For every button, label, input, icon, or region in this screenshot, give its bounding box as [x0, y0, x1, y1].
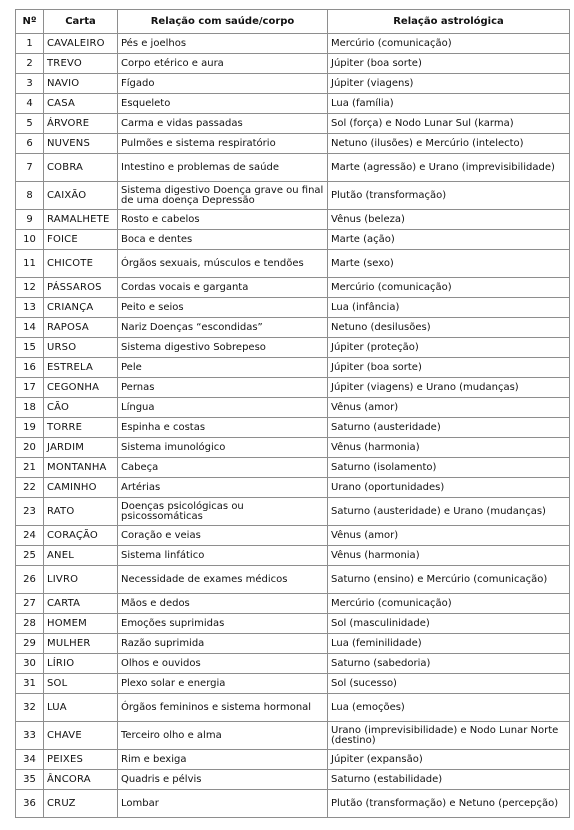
- row-card-name: CÃO: [44, 398, 118, 418]
- row-card-name: ANEL: [44, 546, 118, 566]
- row-card-name: NAVIO: [44, 74, 118, 94]
- row-health-relation: Esqueleto: [118, 94, 328, 114]
- row-card-name: RAMALHETE: [44, 210, 118, 230]
- row-astrological-relation: Urano (oportunidades): [328, 478, 570, 498]
- row-card-name: SOL: [44, 674, 118, 694]
- row-health-relation: Boca e dentes: [118, 230, 328, 250]
- table-row: [16, 674, 570, 694]
- row-number: 1: [16, 34, 44, 54]
- table-row: [16, 358, 570, 378]
- table-row: [16, 378, 570, 398]
- header-astrology: Relação astrológica: [328, 10, 570, 34]
- row-astrological-relation: Marte (agressão) e Urano (imprevisibilidade): [328, 154, 570, 182]
- table-row: [16, 526, 570, 546]
- row-card-name: URSO: [44, 338, 118, 358]
- row-card-name: ESTRELA: [44, 358, 118, 378]
- row-number: 28: [16, 614, 44, 634]
- row-astrological-relation: Júpiter (viagens): [328, 74, 570, 94]
- row-health-relation: Rim e bexiga: [118, 750, 328, 770]
- row-astrological-relation: Urano (imprevisibilidade) e Nodo Lunar Norte (destino): [328, 722, 570, 750]
- row-card-name: CAIXÃO: [44, 182, 118, 210]
- table-row: [16, 114, 570, 134]
- row-astrological-relation: Vênus (beleza): [328, 210, 570, 230]
- row-number: 18: [16, 398, 44, 418]
- table-row: [16, 230, 570, 250]
- row-astrological-relation: Sol (sucesso): [328, 674, 570, 694]
- row-health-relation: Fígado: [118, 74, 328, 94]
- row-number: 27: [16, 594, 44, 614]
- row-health-relation: Pés e joelhos: [118, 34, 328, 54]
- row-number: 4: [16, 94, 44, 114]
- row-card-name: CRUZ: [44, 790, 118, 818]
- row-number: 25: [16, 546, 44, 566]
- row-health-relation: Olhos e ouvidos: [118, 654, 328, 674]
- row-card-name: MULHER: [44, 634, 118, 654]
- table-row: [16, 594, 570, 614]
- table-row: [16, 790, 570, 818]
- row-astrological-relation: Lua (emoções): [328, 694, 570, 722]
- row-health-relation: Carma e vidas passadas: [118, 114, 328, 134]
- row-astrological-relation: Marte (sexo): [328, 250, 570, 278]
- row-number: 22: [16, 478, 44, 498]
- row-astrological-relation: Vênus (harmonia): [328, 546, 570, 566]
- row-astrological-relation: Lua (família): [328, 94, 570, 114]
- table-row: [16, 182, 570, 210]
- table-row: [16, 94, 570, 114]
- row-astrological-relation: Lua (infância): [328, 298, 570, 318]
- row-health-relation: Necessidade de exames médicos: [118, 566, 328, 594]
- row-number: 21: [16, 458, 44, 478]
- row-astrological-relation: Vênus (amor): [328, 398, 570, 418]
- table-row: [16, 498, 570, 526]
- row-number: 24: [16, 526, 44, 546]
- row-astrological-relation: Sol (masculinidade): [328, 614, 570, 634]
- row-health-relation: Órgãos femininos e sistema hormonal: [118, 694, 328, 722]
- row-number: 29: [16, 634, 44, 654]
- row-astrological-relation: Vênus (harmonia): [328, 438, 570, 458]
- row-number: 10: [16, 230, 44, 250]
- row-number: 23: [16, 498, 44, 526]
- table-row: [16, 438, 570, 458]
- row-astrological-relation: Júpiter (proteção): [328, 338, 570, 358]
- row-card-name: COBRA: [44, 154, 118, 182]
- row-health-relation: Pernas: [118, 378, 328, 398]
- row-number: 5: [16, 114, 44, 134]
- row-health-relation: Rosto e cabelos: [118, 210, 328, 230]
- table-row: [16, 694, 570, 722]
- row-number: 8: [16, 182, 44, 210]
- row-card-name: CHICOTE: [44, 250, 118, 278]
- row-astrological-relation: Plutão (transformação) e Netuno (percepção): [328, 790, 570, 818]
- row-astrological-relation: Mercúrio (comunicação): [328, 278, 570, 298]
- table-row: [16, 250, 570, 278]
- row-astrological-relation: Vênus (amor): [328, 526, 570, 546]
- row-card-name: CHAVE: [44, 722, 118, 750]
- row-number: 32: [16, 694, 44, 722]
- table-row: [16, 74, 570, 94]
- row-health-relation: Sistema imunológico: [118, 438, 328, 458]
- table-row: [16, 418, 570, 438]
- row-health-relation: Sistema digestivo Sobrepeso: [118, 338, 328, 358]
- row-number: 13: [16, 298, 44, 318]
- row-card-name: ÂNCORA: [44, 770, 118, 790]
- row-health-relation: Espinha e costas: [118, 418, 328, 438]
- table-row: [16, 546, 570, 566]
- row-astrological-relation: Júpiter (expansão): [328, 750, 570, 770]
- row-health-relation: Língua: [118, 398, 328, 418]
- row-astrological-relation: Netuno (ilusões) e Mercúrio (intelecto): [328, 134, 570, 154]
- row-number: 9: [16, 210, 44, 230]
- row-astrological-relation: Júpiter (viagens) e Urano (mudanças): [328, 378, 570, 398]
- row-astrological-relation: Júpiter (boa sorte): [328, 358, 570, 378]
- row-health-relation: Cabeça: [118, 458, 328, 478]
- table-row: [16, 298, 570, 318]
- row-number: 20: [16, 438, 44, 458]
- row-health-relation: Pulmões e sistema respiratório: [118, 134, 328, 154]
- row-number: 34: [16, 750, 44, 770]
- row-astrological-relation: Saturno (estabilidade): [328, 770, 570, 790]
- row-health-relation: Sistema linfático: [118, 546, 328, 566]
- row-card-name: JARDIM: [44, 438, 118, 458]
- table-row: [16, 34, 570, 54]
- row-astrological-relation: Mercúrio (comunicação): [328, 594, 570, 614]
- header-row: [16, 10, 570, 34]
- row-health-relation: Órgãos sexuais, músculos e tendões: [118, 250, 328, 278]
- row-health-relation: Mãos e dedos: [118, 594, 328, 614]
- row-astrological-relation: Júpiter (boa sorte): [328, 54, 570, 74]
- row-health-relation: Coração e veias: [118, 526, 328, 546]
- row-card-name: FOICE: [44, 230, 118, 250]
- row-card-name: CRIANÇA: [44, 298, 118, 318]
- row-number: 17: [16, 378, 44, 398]
- row-astrological-relation: Lua (feminilidade): [328, 634, 570, 654]
- row-card-name: TREVO: [44, 54, 118, 74]
- table-row: [16, 654, 570, 674]
- row-card-name: RAPOSA: [44, 318, 118, 338]
- row-health-relation: Doenças psicológicas ou psicossomáticas: [118, 498, 328, 526]
- cards-table: [15, 9, 570, 818]
- row-card-name: PEIXES: [44, 750, 118, 770]
- row-number: 35: [16, 770, 44, 790]
- row-astrological-relation: Saturno (sabedoria): [328, 654, 570, 674]
- row-number: 12: [16, 278, 44, 298]
- row-health-relation: Peito e seios: [118, 298, 328, 318]
- table-row: [16, 278, 570, 298]
- row-number: 16: [16, 358, 44, 378]
- table-row: [16, 338, 570, 358]
- row-health-relation: Razão suprimida: [118, 634, 328, 654]
- row-health-relation: Pele: [118, 358, 328, 378]
- row-health-relation: Sistema digestivo Doença grave ou final de uma doença Depressão: [118, 182, 328, 210]
- row-number: 33: [16, 722, 44, 750]
- row-number: 26: [16, 566, 44, 594]
- row-health-relation: Emoções suprimidas: [118, 614, 328, 634]
- row-card-name: MONTANHA: [44, 458, 118, 478]
- row-card-name: CAMINHO: [44, 478, 118, 498]
- row-number: 2: [16, 54, 44, 74]
- row-health-relation: Cordas vocais e garganta: [118, 278, 328, 298]
- table-row: [16, 478, 570, 498]
- table-row: [16, 722, 570, 750]
- row-health-relation: Terceiro olho e alma: [118, 722, 328, 750]
- row-card-name: CAVALEIRO: [44, 34, 118, 54]
- header-card: Carta: [44, 10, 118, 34]
- row-card-name: CARTA: [44, 594, 118, 614]
- table-row: [16, 634, 570, 654]
- row-astrological-relation: Saturno (ensino) e Mercúrio (comunicação): [328, 566, 570, 594]
- row-number: 15: [16, 338, 44, 358]
- table-row: [16, 54, 570, 74]
- row-number: 19: [16, 418, 44, 438]
- row-card-name: RATO: [44, 498, 118, 526]
- table-body: [16, 34, 570, 818]
- row-astrological-relation: Marte (ação): [328, 230, 570, 250]
- header-health: Relação com saúde/corpo: [118, 10, 328, 34]
- header-number: Nº: [16, 10, 44, 34]
- row-astrological-relation: Netuno (desilusões): [328, 318, 570, 338]
- row-card-name: CEGONHA: [44, 378, 118, 398]
- table-row: [16, 154, 570, 182]
- row-card-name: CASA: [44, 94, 118, 114]
- row-astrological-relation: Sol (força) e Nodo Lunar Sul (karma): [328, 114, 570, 134]
- row-number: 7: [16, 154, 44, 182]
- row-number: 3: [16, 74, 44, 94]
- table-header: [16, 10, 570, 34]
- table-row: [16, 614, 570, 634]
- row-number: 31: [16, 674, 44, 694]
- table-row: [16, 398, 570, 418]
- table-row: [16, 750, 570, 770]
- table-row: [16, 210, 570, 230]
- table-row: [16, 770, 570, 790]
- table-row: [16, 458, 570, 478]
- row-health-relation: Artérias: [118, 478, 328, 498]
- row-card-name: TORRE: [44, 418, 118, 438]
- row-health-relation: Corpo etérico e aura: [118, 54, 328, 74]
- table-row: [16, 134, 570, 154]
- row-card-name: NUVENS: [44, 134, 118, 154]
- row-health-relation: Plexo solar e energia: [118, 674, 328, 694]
- row-number: 6: [16, 134, 44, 154]
- row-number: 36: [16, 790, 44, 818]
- row-number: 11: [16, 250, 44, 278]
- row-card-name: LUA: [44, 694, 118, 722]
- row-number: 30: [16, 654, 44, 674]
- row-card-name: ÁRVORE: [44, 114, 118, 134]
- row-astrological-relation: Saturno (austeridade): [328, 418, 570, 438]
- row-astrological-relation: Mercúrio (comunicação): [328, 34, 570, 54]
- row-health-relation: Quadris e pélvis: [118, 770, 328, 790]
- row-astrological-relation: Plutão (transformação): [328, 182, 570, 210]
- row-health-relation: Nariz Doenças “escondidas”: [118, 318, 328, 338]
- row-health-relation: Lombar: [118, 790, 328, 818]
- table-row: [16, 566, 570, 594]
- row-card-name: LÍRIO: [44, 654, 118, 674]
- row-card-name: LIVRO: [44, 566, 118, 594]
- row-astrological-relation: Saturno (austeridade) e Urano (mudanças): [328, 498, 570, 526]
- row-health-relation: Intestino e problemas de saúde: [118, 154, 328, 182]
- row-card-name: HOMEM: [44, 614, 118, 634]
- row-card-name: CORAÇÃO: [44, 526, 118, 546]
- row-card-name: PÁSSAROS: [44, 278, 118, 298]
- table-row: [16, 318, 570, 338]
- row-number: 14: [16, 318, 44, 338]
- row-astrological-relation: Saturno (isolamento): [328, 458, 570, 478]
